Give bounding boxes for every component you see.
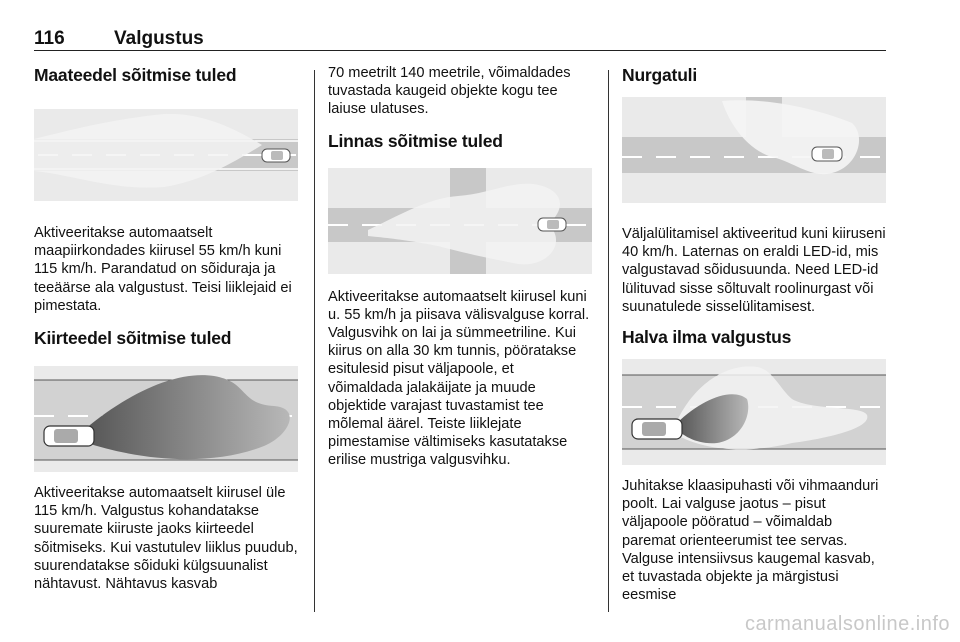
text-country-light: Aktiveeritakse automaatselt maapiirkondades kiirusel 55 km/h kuni 115 km/h. Parandatud on sõiduraja ja teeäärse ala valgustust. Teisi liiklejaid ei pimestata. xyxy=(34,225,292,314)
heading-motorway-light: Kiirteedel sõitmise tuled xyxy=(34,328,232,349)
town-light-illustration xyxy=(328,168,592,274)
chapter-title: Valgustus xyxy=(114,28,204,49)
heading-country-light: Maateedel sõitmise tuled xyxy=(34,65,237,85)
text-adverse-weather-light: Juhitakse klaasipuhasti või vihmaanduri poolt. Lai valguse jaotus – pisut väljapoole pööratud – võimaldab paremat orienteerumist tee servas. Valguse intensiivsus kaugemal kasvab, et tuvastada objekte ja märgistusi eesmise xyxy=(622,478,879,604)
heading-adverse-weather-light: Halva ilma valgustus xyxy=(622,327,792,348)
cornering-light-illustration xyxy=(622,97,886,203)
page-header xyxy=(34,28,886,51)
column-2 xyxy=(328,64,592,470)
watermark: carmanualsonline.info xyxy=(744,613,950,635)
motorway-light-illustration xyxy=(34,366,298,472)
column-divider-2 xyxy=(608,70,609,612)
car-icon xyxy=(44,426,94,446)
heading-cornering-light: Nurgatuli xyxy=(622,65,698,85)
car-icon xyxy=(538,218,566,231)
text-motorway-light: Aktiveeritakse automaatselt kiirusel üle 115 km/h. Valgustus kohandatakse suuremate kiiruste jaoks kiirteedel sõitmiseks. Kui vastutulev liiklus puudub, suurendatakse sõiduki külgsuunalist nähtavust. Nähtavus kasvab xyxy=(34,485,298,593)
text-cornering-light: Väljalülitamisel aktiveeritud kuni kiiruseni 40 km/h. Laternas on eraldi LED-id, mis valgustavad sõidusuunda. Need LED-id lülituvad sisse sõltuvalt roolinurgast või suunatulede sisselülitamisest. xyxy=(622,226,886,315)
column-1 xyxy=(34,64,298,593)
column-3 xyxy=(622,64,886,604)
page-number: 116 xyxy=(34,28,65,49)
car-icon xyxy=(812,147,842,161)
text-town-light: Aktiveeritakse automaatselt kiirusel kuni u. 55 km/h ja piisava välisvalguse korral. Valgusvihk on lai ja sümmeetriline. Kui kiirus on alla 30 km tunnis, pööratakse esitulesid pisut väljapoole, et võimaldada jalakäijate ja muude objektide varajast tuvastamist tee mõlemal äärel. Teiste liiklejate pimestamise vältimiseks kasutatakse erilise mustriga valgusvihku. xyxy=(328,288,590,469)
text-motorway-continued: 70 meetrilt 140 meetrile, võimaldades tuvastada kaugeid objekte kogu tee laiuse ulatuses. xyxy=(328,65,571,118)
car-icon xyxy=(632,419,682,439)
heading-town-light: Linnas sõitmise tuled xyxy=(328,130,503,151)
adverse-weather-light-illustration xyxy=(622,359,886,465)
country-light-illustration xyxy=(34,109,298,201)
car-icon xyxy=(262,149,290,162)
column-divider-1 xyxy=(314,70,315,612)
